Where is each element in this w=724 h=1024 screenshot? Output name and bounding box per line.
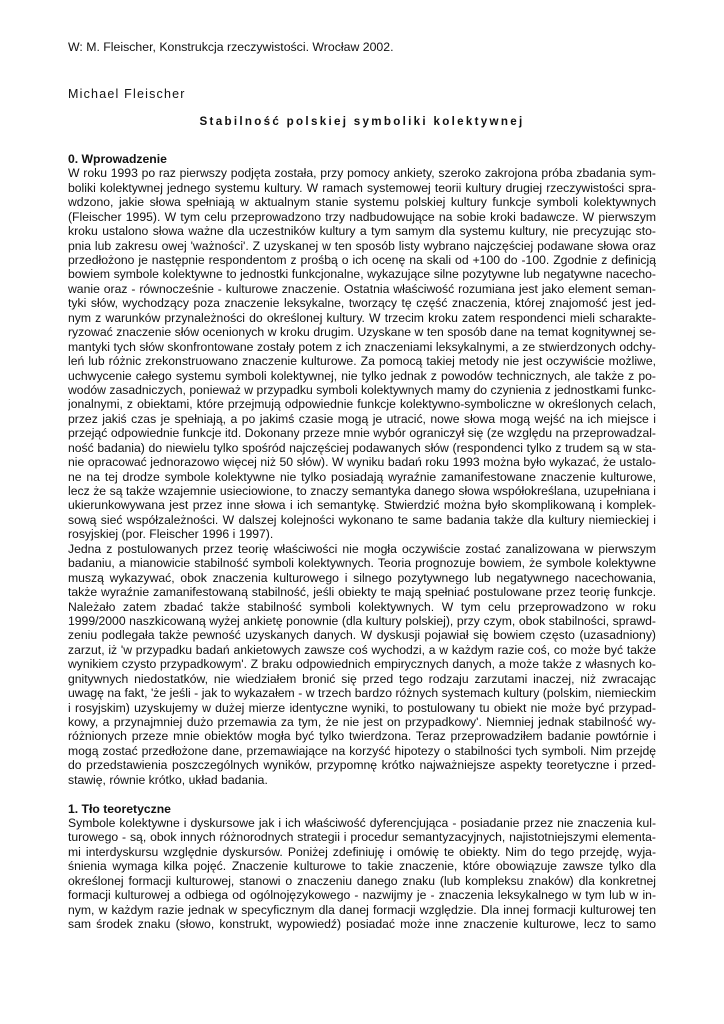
body-text-line: kowy, a przynajmniej dużo przemawia za tym, że nie jest on przypadkowy'. Niemniej jednak stabilność wy- <box>68 715 656 730</box>
body-text-line: rosyjskiej (por. Fleischer 1996 i 1997). <box>68 527 274 542</box>
body-text-line: nym, w każdym razie jednak w specyficznym dla danej formacji względzie. Dla innej formacji kulturowej ten <box>68 902 656 917</box>
body-text-line: W roku 1993 po raz pierwszy podjęta została, przy pomocy ankiety, szeroko zakrojona próba zbadania sym- <box>68 166 656 181</box>
body-text-line: jonalnymi, z obiektami, które przejmują odpowiednie funkcje kolektywno-symboliczne w określonych celach, <box>68 397 656 412</box>
body-text-line: turowego - są, obok innych różnorodnych strategii i procedur semantyzacyjnych, najistotniejszymi elementa- <box>68 830 656 845</box>
body-text-line: nie opracować jednorazowo więcej niż 50 słów). W wyniku badań roku 1993 można było wykazać, że ustalo- <box>68 455 656 470</box>
body-text-line: przedłożono je następnie respondentom z prośbą o ich ocenę na skali od +100 do -100. Zgodnie z definicją <box>68 253 656 268</box>
body-text-line: boliki kolektywnej jednego systemu kultury. W ramach systemowej teorii kultury drugiej rzeczywistości spra- <box>68 180 656 195</box>
body-text-line: uwagę na fakt, 'że jeśli - jak to wykazałem - w trzech bardzo różnych systemach kultury (polskim, niemieckim <box>68 686 656 701</box>
body-text-line: zeniu podlegała także pewność uzyskanych danych. W dyskusji pojawiał się bowiem często (uzasadniony) <box>68 628 656 643</box>
body-text-line: wynikiem czysto przypadkowym'. Z braku odpowiednich empirycznych danych, a może także z własnych ko- <box>68 657 656 672</box>
body-text-line: wanie oraz - równocześnie - kulturowe znaczenie. Ostatnia właściwość rozumiana jest jako element seman- <box>68 281 656 296</box>
body-text-line: badaniu, a mianowicie stabilność symboli kolektywnych. Teoria prognozuje bowiem, że symbole kolektywne <box>68 556 656 571</box>
body-text-line: bowiem symbole kolektywne to jednostki funkcjonalne, wykazujące silne pozytywne lub negatywne nacecho- <box>68 267 656 282</box>
body-text-line: mi interdyskursu względnie dyskursów. Poniżej zdefiniuję i omówię te obiekty. Nim do tego przejdę, wyja- <box>68 844 656 859</box>
body-text-line: ukierunkowywana jest przez inne słowa i ich semantykę. Stwierdzić można było skomplikowaną i komplek- <box>68 498 656 513</box>
body-text-line: mogą zostać przedłożone dane, przemawiające na korzyść hipotezy o stabilności tych symboli. Nim przejdę <box>68 743 656 758</box>
body-text-line: przez jakiś czas je spełniają, a po jakimś czasie mogą je utracić, nowe słowa mogą wejść na ich miejsce i <box>68 411 656 426</box>
body-text-line: formacji kulturowej a odbiega od ogólnojęzykowego - nazwijmy je - znaczenia leksykalnego w tym lub w in- <box>68 888 656 903</box>
body-text-line: lecz że są także wzajemnie usieciowione, to znaczy semantyka danego słowa współokreślana, uzupełniana i <box>68 484 656 499</box>
body-text-line: Symbole kolektywne i dyskursowe jak i ich właściwość dyferencjująca - posiadanie przez nie znaczenia kul- <box>68 816 656 831</box>
body-text-line: także wyraźnie zamanifestowaną stabilność, jeśli obiekty te mają spełniać postulowane przez teorię funkcje. <box>68 585 656 600</box>
body-text-line: 1999/2000 naszkicowaną wyżej ankietę ponownie (dla kultury polskiej), przy czym, obok stabilności, sprawd- <box>68 613 656 628</box>
body-text-line: leń lub różnic zrekonstruowano znaczenie kulturowe. Za pomocą takiej metody nie jest oczywiście możliwe, <box>68 354 656 369</box>
section-gap <box>68 787 656 801</box>
body-text-line: muszą wykazywać, obok znaczenia kulturowego i silnego pozytywnego lub negatywnego nacechowania, <box>68 570 656 585</box>
body-text-line: ne na tej drodze symbole kolektywne nie tylko posiadają wyraźnie zamanifestowane znaczenie kulturowe, <box>68 469 656 484</box>
body-text-line: mantyki tych słów skonfrontowane zostały potem z ich znaczeniami leksykalnymi, a ze stwierdzonych odchy- <box>68 339 656 354</box>
body-text-line: uchwycenie całego systemu symboli kolektywnej, nie tylko jednak z powodów technicznych, ale także z po- <box>68 368 656 383</box>
body-text-line: określonej formacji kulturowej, stanowi o znaczeniu danego znaku (lub kompleksu znaków) dla konkretnej <box>68 873 656 888</box>
body-text-line: wodów zasadniczych, ponieważ w przypadku symboli kolektywnych mamy do czynienia z jednostkami funkc- <box>68 382 656 397</box>
body-text-line: gnitywnych niedostatków, nie wiedziałem bronić się przed tego rodzaju zarzutami inaczej, niż zwracając <box>68 671 656 686</box>
body-text-line: Należało zatem zbadać także stabilność symboli kolektywnych. W tym celu przeprowadzono w roku <box>68 599 656 614</box>
body-text-line: sam środek znaku (słowo, konstrukt, wypowiedź) posiadać może inne znaczenie kulturowe, lecz to samo <box>68 917 656 932</box>
body-text-line: stawię, równie krótko, układ badania. <box>68 772 268 787</box>
body-text-line: tyki słów, wychodzący poza znaczenie leksykalne, tworzący tę część znaczenia, której znajomość jest jed- <box>68 296 656 311</box>
body-text-line: kroku ustalono słowa ważne dla uczestników kultury a tym samym dla systemu kultury, nie precyzując sto- <box>68 224 656 239</box>
body-text-line: (Fleischer 1995). W tym celu przeprowadzono trzy nadbudowujące na sobie kroki badawcze. W pierwszym <box>68 209 656 224</box>
body-text-line: ryzować znaczenie słów ocenionych w kroku drugim. Uzyskane w ten sposób dane na temat kognitywnej se- <box>68 325 656 340</box>
author-name: Michael Fleischer <box>68 87 186 101</box>
body-text-line: przejąć odpowiednie funkcje itd. Dokonany przeze mnie wybór ograniczył się (ze względu na przeprowadzal- <box>68 426 656 441</box>
section-heading: 1. Tło teoretyczne <box>68 801 171 816</box>
body-text-line: sową sieć współzależności. W dalszej kolejności wykonano te same badania także dla kultury niemieckiej i <box>68 512 656 527</box>
body-text-line: nym z warunków przynależności do określonej kultury. W trzecim kroku zatem respondenci mieli scharakte- <box>68 310 656 325</box>
source-citation: W: M. Fleischer, Konstrukcja rzeczywistości. Wrocław 2002. <box>68 40 394 54</box>
article-title: Stabilność polskiej symboliki kolektywnej <box>199 115 525 128</box>
body-text-line: pnia lub zakresu owej 'ważności'. Z uzyskanej w ten sposób listy wybrano najczęściej podawane słowa oraz <box>68 238 656 253</box>
article-body <box>68 152 656 932</box>
body-text-line: i rosyjskim) uzyskujemy w dużej mierze identyczne wyniki, to postulowany tu obiekt nie może być przypad- <box>68 700 656 715</box>
body-text-line: Jedna z postulowanych przez teorię właściwości nie mogła oczywiście zostać zanalizowana w pierwszym <box>68 541 656 556</box>
body-text-line: różnionych przeze mnie obiektów mogła być tylko twierdzona. Teraz przeprowadziłem badanie powtórnie i <box>68 729 656 744</box>
body-text-line: do przedstawienia poszczególnych wyników, przypomnę krótko najważniejsze aspekty teoretyczne i przed- <box>68 758 656 773</box>
body-text-line: wdzono, jakie słowa spełniają w aktualnym stanie systemu polskiej kultury funkcje symboli kolektywnych <box>68 195 656 210</box>
body-text-line: zarzut, iż 'w przypadku badań ankietowych zawsze coś wychodzi, a w każdym razie coś, co może być także <box>68 642 656 657</box>
body-text-line: ność badania) do niewielu tylko spośród najczęściej podawanych słów (respondenci tylko z trudem są w sta- <box>68 440 656 455</box>
section-heading: 0. Wprowadzenie <box>68 152 167 166</box>
body-text-line: śnienia wymaga kilka pojęć. Znaczenie kulturowe to takie znaczenie, które obowiązuje zawsze tylko dla <box>68 859 656 874</box>
